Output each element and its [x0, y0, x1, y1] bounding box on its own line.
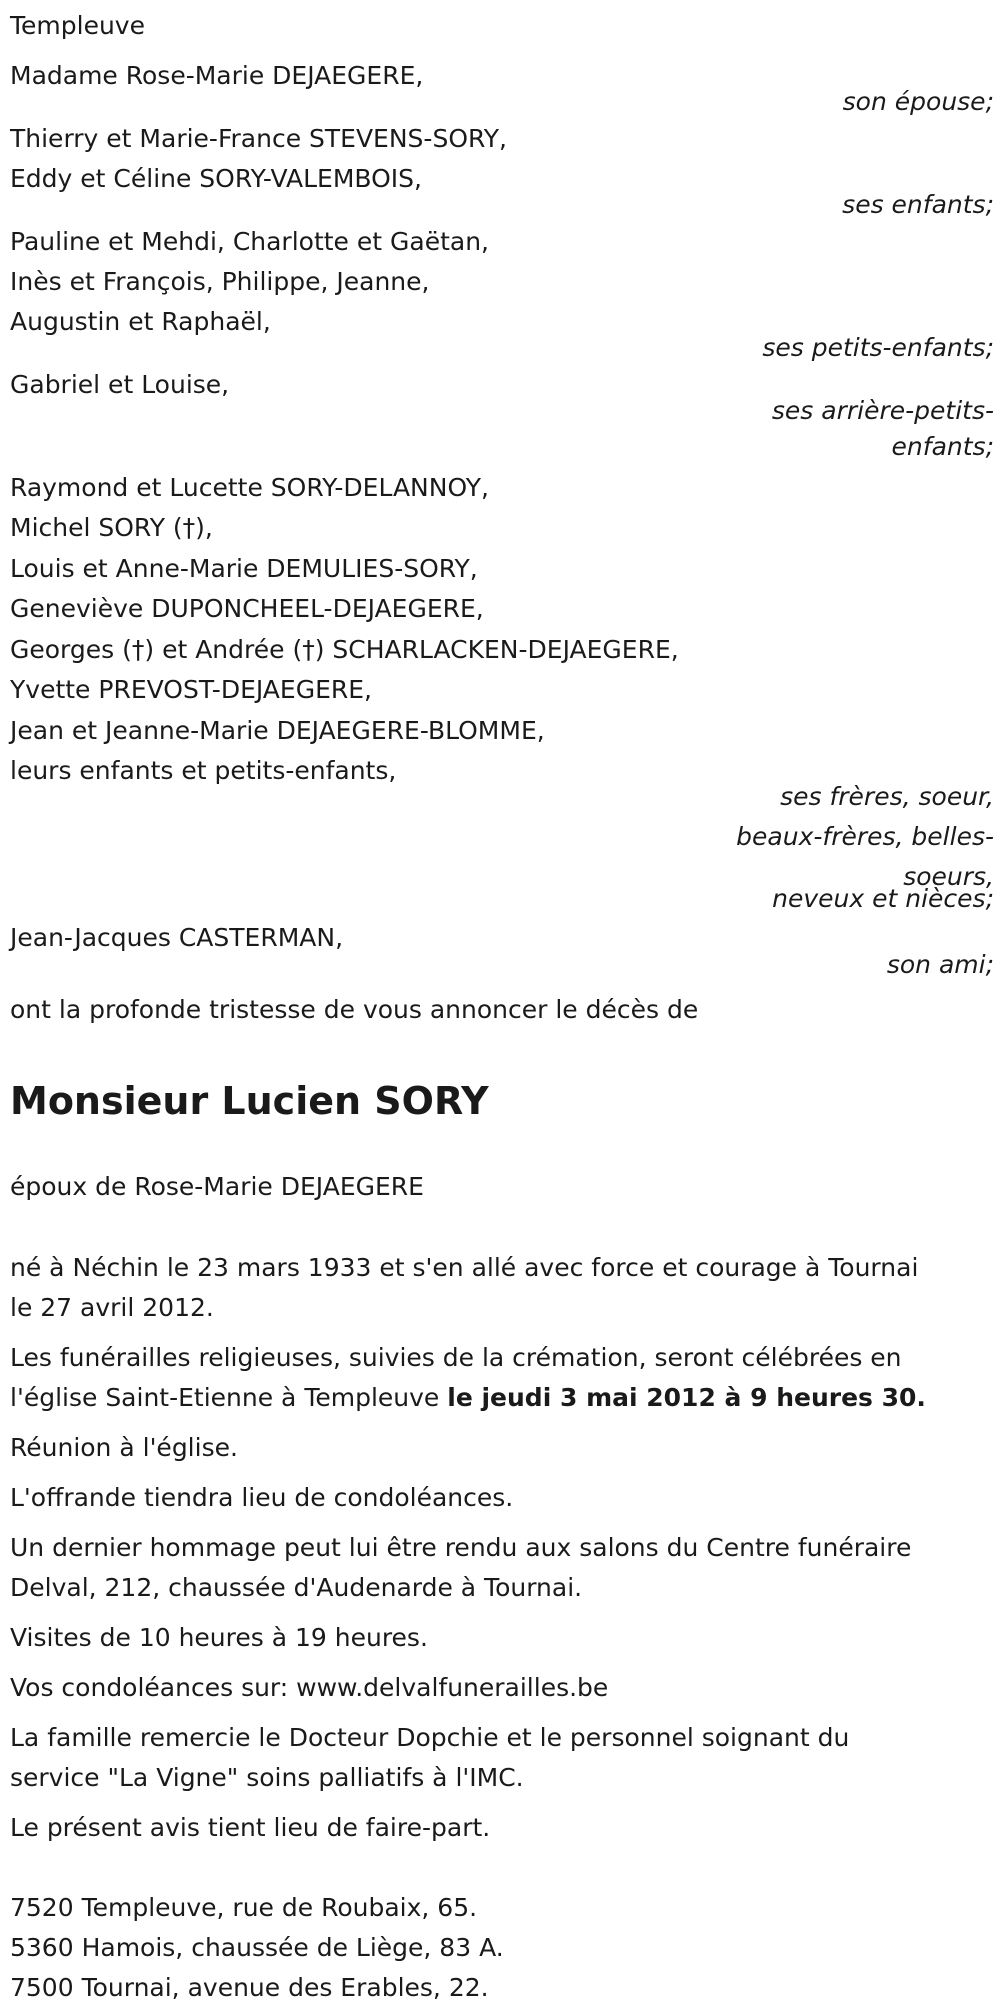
visits-line: Visites de 10 heures à 19 heures.	[10, 1623, 428, 1652]
tribute-line: Un dernier hommage peut lui être rendu aux salons du Centre funéraire	[10, 1533, 912, 1562]
grandchildren-line: Augustin et Raphaël,	[10, 307, 271, 336]
deceased-spouse: époux de Rose-Marie DEJAEGERE	[10, 1172, 424, 1201]
condolences-line: Vos condoléances sur: www.delvalfunerailles.be	[10, 1673, 609, 1702]
spouse-role: son épouse;	[842, 87, 994, 116]
funeral-line	[10, 1378, 926, 1418]
sibling-line: Yvette PREVOST-DEJAEGERE,	[10, 675, 372, 704]
grandchildren-line: Inès et François, Philippe, Jeanne,	[10, 267, 430, 296]
siblings-role: beaux-frères, belles-	[736, 822, 994, 851]
children-role: ses enfants;	[842, 190, 994, 219]
birth-line: né à Néchin le 23 mars 1933 et s'en allé avec force et courage à Tournai	[10, 1253, 919, 1282]
address-line: 7500 Tournai, avenue des Erables, 22.	[10, 1973, 489, 2002]
sibling-line: Jean et Jeanne-Marie DEJAEGERE-BLOMME,	[10, 716, 545, 745]
funeral-date: le jeudi 3 mai 2012 à 9 heures 30.	[447, 1383, 926, 1412]
great-grandchildren-role: ses arrière-petits-	[771, 396, 994, 425]
friend-name: Jean-Jacques CASTERMAN,	[10, 923, 344, 952]
heading-place: Templeuve	[10, 11, 145, 40]
funeral-place: l'église Saint-Etienne à Templeuve	[10, 1383, 448, 1412]
address-line: 5360 Hamois, chaussée de Liège, 83 A.	[10, 1933, 504, 1962]
children-line: Thierry et Marie-France STEVENS-SORY,	[10, 124, 507, 153]
sibling-line: Geneviève DUPONCHEEL-DEJAEGERE,	[10, 594, 484, 623]
sibling-line: Michel SORY (†),	[10, 513, 213, 542]
sibling-line: Georges (†) et Andrée (†) SCHARLACKEN-DEJAEGERE,	[10, 635, 679, 664]
children-line: Eddy et Céline SORY-VALEMBOIS,	[10, 164, 422, 193]
siblings-role: ses frères, soeur,	[780, 782, 994, 811]
friend-role: son ami;	[886, 950, 994, 979]
spouse-name: Madame Rose-Marie DEJAEGERE,	[10, 61, 424, 90]
sibling-line: Louis et Anne-Marie DEMULIES-SORY,	[10, 554, 478, 583]
sibling-line: leurs enfants et petits-enfants,	[10, 756, 397, 785]
siblings-role: neveux et nièces;	[772, 884, 994, 913]
great-grandchildren-role: enfants;	[891, 432, 994, 461]
birth-line: le 27 avril 2012.	[10, 1293, 214, 1322]
thanks-line: service "La Vigne" soins palliatifs à l'IMC.	[10, 1763, 524, 1792]
offering-line: L'offrande tiendra lieu de condoléances.	[10, 1483, 514, 1512]
address-line: 7520 Templeuve, rue de Roubaix, 65.	[10, 1893, 478, 1922]
announcement: ont la profonde tristesse de vous annoncer le décès de	[10, 995, 699, 1024]
funeral-line: Les funérailles religieuses, suivies de la crémation, seront célébrées en	[10, 1343, 902, 1372]
thanks-line: La famille remercie le Docteur Dopchie et le personnel soignant du	[10, 1723, 850, 1752]
meeting-line: Réunion à l'église.	[10, 1433, 238, 1462]
grandchildren-role: ses petits-enfants;	[762, 333, 994, 362]
grandchildren-line: Pauline et Mehdi, Charlotte et Gaëtan,	[10, 227, 490, 256]
siblings-role: soeurs,	[903, 862, 994, 891]
deceased-name: Monsieur Lucien SORY	[10, 1079, 489, 1123]
notice-line: Le présent avis tient lieu de faire-part.	[10, 1813, 491, 1842]
tribute-line: Delval, 212, chaussée d'Audenarde à Tournai.	[10, 1573, 583, 1602]
great-grandchildren-line: Gabriel et Louise,	[10, 370, 230, 399]
sibling-line: Raymond et Lucette SORY-DELANNOY,	[10, 473, 489, 502]
